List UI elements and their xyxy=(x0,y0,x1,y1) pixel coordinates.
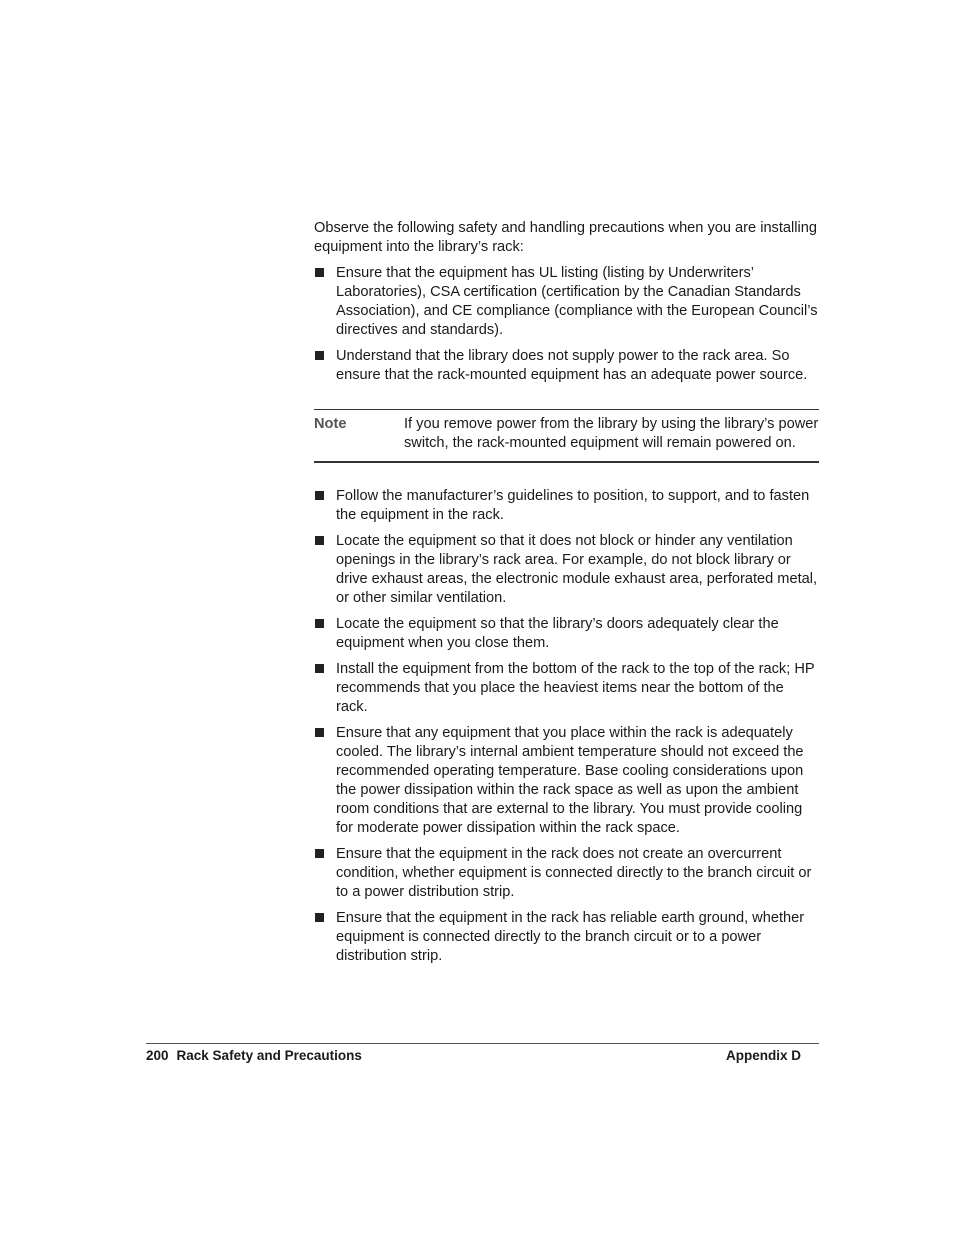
list-item-text: Ensure that the equipment in the rack has reliable earth ground, whether equipment is connected directly to the branch circuit or to a power distribution strip. xyxy=(336,910,805,964)
square-bullet-icon xyxy=(315,268,324,277)
square-bullet-icon xyxy=(315,664,324,673)
precautions-list-1 xyxy=(314,264,819,385)
list-item-text: Follow the manufacturer’s guidelines to position, to support, and to fasten the equipment in the rack. xyxy=(336,488,810,523)
list-item xyxy=(314,487,819,525)
list-item-text: Ensure that any equipment that you place within the rack is adequately cooled. The library’s internal ambient temperature should not exceed the recommended operating temperature. Base cooling considerations upon the power dissipation within the rack space as well as upon the ambient room conditions that are external to the library. You must provide cooling for moderate power dissipation within the rack space. xyxy=(336,725,804,836)
list-item-text: Ensure that the equipment in the rack does not create an overcurrent condition, whether equipment is connected directly to the branch circuit or to a power distribution strip. xyxy=(336,846,812,900)
list-item-text: Locate the equipment so that it does not block or hinder any ventilation openings in the library’s rack area. For example, do not block library or drive exhaust areas, the electronic module exhaust area, perforated metal, or other similar ventilation. xyxy=(336,533,818,606)
appendix-label: Appendix D xyxy=(725,1048,801,1063)
square-bullet-icon xyxy=(315,849,324,858)
square-bullet-icon xyxy=(315,536,324,545)
list-item-text: Ensure that the equipment has UL listing (listing by Underwriters’ Laboratories), CSA certification (certification by the Canadian Standards Association), and CE compliance (compliance with the European Council’s directives and standards). xyxy=(336,265,818,338)
square-bullet-icon xyxy=(315,351,324,360)
footer-divider xyxy=(146,1043,819,1044)
list-item xyxy=(314,845,819,902)
list-item-text: Understand that the library does not supply power to the rack area. So ensure that the rack-mounted equipment has an adequate power source. xyxy=(336,348,808,383)
square-bullet-icon xyxy=(315,728,324,737)
list-item-text: Locate the equipment so that the library’s doors adequately clear the equipment when you close them. xyxy=(336,616,779,651)
section-title: Rack Safety and Precautions xyxy=(176,1048,362,1063)
note-label: Note xyxy=(314,416,347,432)
square-bullet-icon xyxy=(315,913,324,922)
square-bullet-icon xyxy=(315,619,324,628)
intro-paragraph: Observe the following safety and handling precautions when you are installing equipment into the library’s rack: xyxy=(314,220,817,255)
list-item xyxy=(314,724,819,838)
list-item-text: Install the equipment from the bottom of the rack to the top of the rack; HP recommends that you place the heaviest items near the bottom of the rack. xyxy=(336,661,815,715)
precautions-list-2 xyxy=(314,487,819,966)
note-text: If you remove power from the library by using the library’s power switch, the rack-mounted equipment will remain powered on. xyxy=(404,416,819,451)
footer-left xyxy=(146,1048,362,1063)
page-number: 200 xyxy=(146,1048,169,1063)
square-bullet-icon xyxy=(315,491,324,500)
list-item xyxy=(314,532,819,608)
note-box xyxy=(314,409,819,463)
list-item xyxy=(314,909,819,966)
page-footer xyxy=(146,1048,801,1063)
page-content xyxy=(314,219,819,973)
list-item xyxy=(314,264,819,340)
list-item xyxy=(314,615,819,653)
list-item xyxy=(314,660,819,717)
list-item xyxy=(314,347,819,385)
